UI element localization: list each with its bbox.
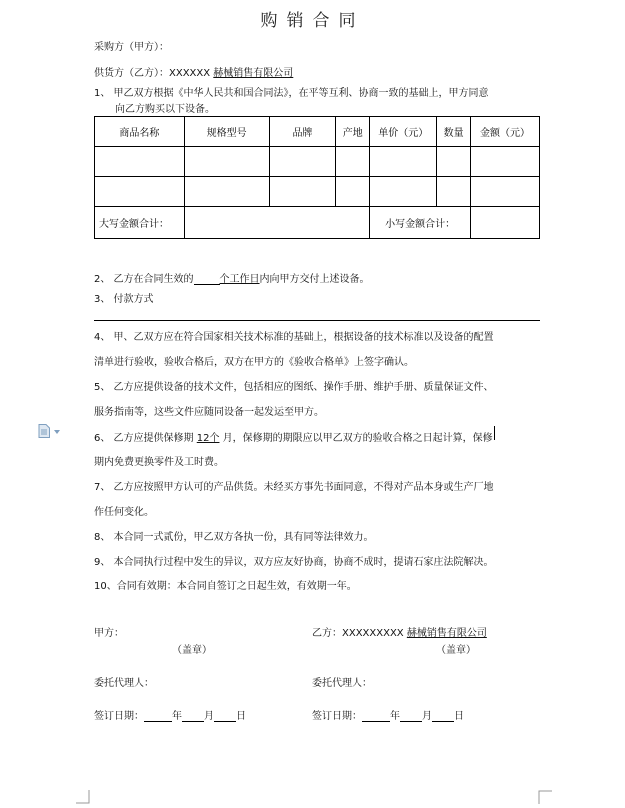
clause-1-line-2: 向乙方购买以下设备。 xyxy=(115,104,215,115)
header-spec-model: 规格型号 xyxy=(184,117,269,147)
total-lower-label: 小写金额合计： xyxy=(370,207,471,239)
corner-mark-icon xyxy=(76,790,90,804)
party-b-line xyxy=(312,624,487,639)
clause-3: 3、 付款方式 xyxy=(94,294,154,305)
total-lower-value[interactable] xyxy=(471,207,540,239)
clause-7-line-1: 7、 乙方应按照甲方认可的产品供货。未经买方事先书面同意，不得对产品本身或生产厂地 xyxy=(94,482,494,493)
clause-2 xyxy=(94,270,370,285)
party-b-agent: 委托代理人： xyxy=(312,678,372,689)
table-total-row xyxy=(95,207,540,239)
table-cell[interactable] xyxy=(336,177,370,207)
seller-line xyxy=(94,64,293,79)
party-a-label: 甲方： xyxy=(94,628,124,639)
table-cell[interactable] xyxy=(370,147,437,177)
day-blank[interactable] xyxy=(214,710,236,722)
table-cell[interactable] xyxy=(269,177,336,207)
day-blank[interactable] xyxy=(432,710,454,722)
table-cell[interactable] xyxy=(269,147,336,177)
header-origin: 产地 xyxy=(336,117,370,147)
date-label: 签订日期： xyxy=(312,711,362,722)
header-unit-price: 单价（元） xyxy=(370,117,437,147)
year-blank[interactable] xyxy=(144,710,172,722)
warranty-months[interactable]: 12个 xyxy=(196,433,220,444)
clause-9: 9、 本合同执行过程中发生的异议，双方应友好协商，协商不成时，提请石家庄法院解决。 xyxy=(94,557,494,568)
header-brand: 品牌 xyxy=(269,117,336,147)
clause-10: 10、合同有效期：本合同自签订之日起生效，有效期一年。 xyxy=(94,581,357,592)
total-upper-value[interactable] xyxy=(184,207,369,239)
clause-4-line-2: 清单进行验收，验收合格后，双方在甲方的《验收合格单》上签字确认。 xyxy=(94,357,414,368)
text-cursor xyxy=(494,426,495,440)
month-blank[interactable] xyxy=(400,710,422,722)
clause-8: 8、 本合同一式贰份，甲乙双方各执一份，具有同等法律效力。 xyxy=(94,532,374,543)
month-label: 月 xyxy=(422,711,432,722)
header-product-name: 商品名称 xyxy=(95,117,185,147)
total-upper-label: 大写金额合计： xyxy=(95,207,185,239)
clause-6-suffix: 月，保修期的期限应以甲乙双方的验收合格之日起计算，保修 xyxy=(222,433,493,444)
clause-7-line-2: 作任何变化。 xyxy=(94,507,154,518)
year-blank[interactable] xyxy=(362,710,390,722)
clause-2-suffix: 内向甲方交付上述设备。 xyxy=(259,274,370,285)
clause-5-line-2: 服务指南等，这些文件应随同设备一起发运至甲方。 xyxy=(94,407,324,418)
clause-6-line-2: 期内免费更换零件及工时费。 xyxy=(94,457,224,468)
party-b-prefix: 乙方：XXXXXXXXX xyxy=(312,628,407,639)
header-quantity: 数量 xyxy=(437,117,471,147)
party-b-seal: （盖章） xyxy=(436,645,476,656)
clause-4-line-1: 4、 甲、乙双方应在符合国家相关技术标准的基础上，根据设备的技术标准以及设备的配置 xyxy=(94,332,494,343)
date-label: 签订日期： xyxy=(94,711,144,722)
table-cell[interactable] xyxy=(370,177,437,207)
year-label: 年 xyxy=(172,711,182,722)
party-a-seal: （盖章） xyxy=(172,645,212,656)
corner-mark-icon xyxy=(538,790,552,804)
party-b-company: 赫械销售有限公司 xyxy=(406,628,487,639)
table-cell[interactable] xyxy=(184,147,269,177)
month-label: 月 xyxy=(204,711,214,722)
payment-method-line[interactable] xyxy=(94,320,540,321)
table-row xyxy=(95,177,540,207)
table-cell[interactable] xyxy=(95,177,185,207)
day-label: 日 xyxy=(236,711,246,722)
party-a-date xyxy=(94,707,246,722)
year-label: 年 xyxy=(390,711,400,722)
clause-2-days-blank[interactable] xyxy=(194,273,220,285)
table-cell[interactable] xyxy=(336,147,370,177)
document-title: 购销合同 xyxy=(260,11,365,31)
seller-prefix: 供货方（乙方）：XXXXXX xyxy=(94,68,214,79)
goods-table xyxy=(94,116,540,239)
table-cell[interactable] xyxy=(471,177,540,207)
party-a-agent: 委托代理人： xyxy=(94,678,154,689)
table-cell[interactable] xyxy=(95,147,185,177)
clause-6-line-1 xyxy=(94,429,493,444)
table-row xyxy=(95,147,540,177)
dropdown-arrow-icon[interactable] xyxy=(54,430,60,434)
clause-1-line-1: 1、 甲乙双方根据《中华人民共和国合同法》，在平等互利、协商一致的基础上，甲方同意 xyxy=(94,88,489,99)
document-icon[interactable] xyxy=(38,424,50,438)
buyer-line: 采购方（甲方）： xyxy=(94,42,169,53)
party-b-date xyxy=(312,707,464,722)
day-label: 日 xyxy=(454,711,464,722)
clause-5-line-1: 5、 乙方应提供设备的技术文件，包括相应的图纸、操作手册、维护手册、质量保证文件、 xyxy=(94,382,494,393)
header-amount: 金额（元） xyxy=(471,117,540,147)
month-blank[interactable] xyxy=(182,710,204,722)
clause-6-prefix: 6、 乙方应提供保修期 xyxy=(94,433,194,444)
clause-2-days-text: 个工作日 xyxy=(219,274,260,285)
clause-2-prefix: 2、 乙方在合同生效的 xyxy=(94,274,194,285)
table-cell[interactable] xyxy=(437,177,471,207)
table-header-row xyxy=(95,117,540,147)
table-cell[interactable] xyxy=(184,177,269,207)
table-cell[interactable] xyxy=(437,147,471,177)
table-cell[interactable] xyxy=(471,147,540,177)
seller-company: 赫械销售有限公司 xyxy=(213,68,294,79)
